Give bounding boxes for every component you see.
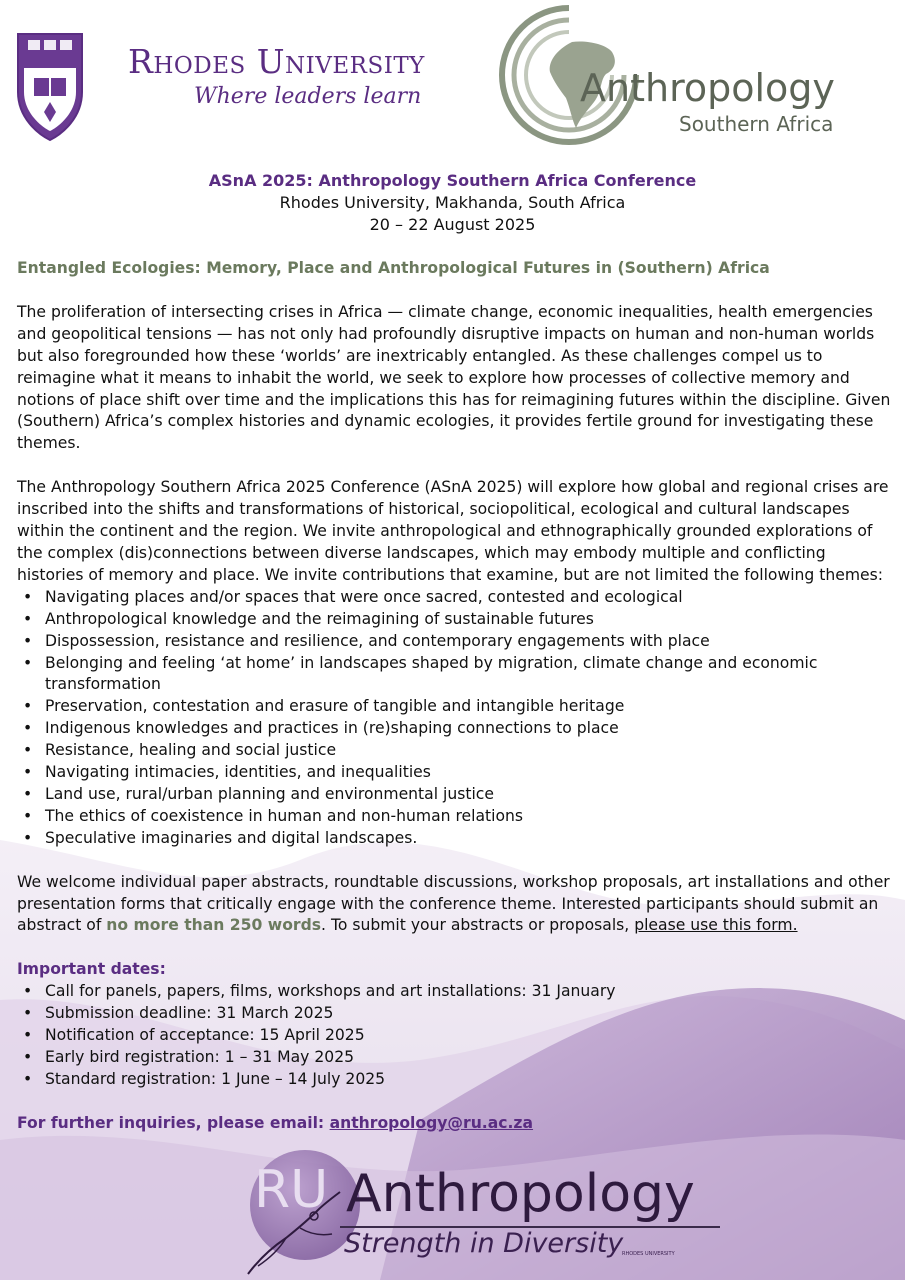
conference-location: Rhodes University, Makhanda, South Africa <box>279 193 626 212</box>
themes-list <box>17 587 892 850</box>
theme-title: Entangled Ecologies: Memory, Place and Anthropological Futures in (Southern) Africa <box>17 259 770 277</box>
theme-item: • Preservation, contestation and erasure of tangible and intangible heritage <box>17 696 892 718</box>
important-dates-list <box>17 981 892 1091</box>
theme-item: • Dispossession, resistance and resilience, and contemporary engagements with place <box>17 631 892 653</box>
theme-item: • Belonging and feeling ‘at home’ in landscapes shaped by migration, climate change and economic transformation <box>17 653 892 697</box>
intro-paragraph: The proliferation of intersecting crises in Africa — climate change, economic inequalities, health emergencies and geopolitical tensions — has not only had profoundly disruptive impacts on human and non-human worlds but also foregrounded how these ‘worlds’ are inextricably entangled. As these challenges compel us to reimagine what it means to inhabit the world, we seek to explore how processes of collective memory and notions of place shift over time and the implications this has for reimagining futures within the discipline. Given (Southern) Africa’s complex histories and dynamic ecologies, it provides fertile ground for investigating these themes. <box>17 302 891 453</box>
rhodes-university-name: Rhodes University <box>128 42 425 81</box>
theme-item: • Land use, rural/urban planning and environmental justice <box>17 784 892 806</box>
anthropology-southern-africa-logo <box>494 0 874 150</box>
call-for-papers-body <box>17 258 892 1135</box>
conference-dates: 20 – 22 August 2025 <box>369 215 536 234</box>
conference-title: ASnA 2025: Anthropology Southern Africa Conference <box>208 171 697 190</box>
date-item: • Early bird registration: 1 – 31 May 2025 <box>17 1047 892 1069</box>
footer-tagline: Strength in Diversity <box>344 1228 624 1259</box>
important-dates-heading: Important dates: <box>17 960 166 979</box>
conference-paragraph: The Anthropology Southern Africa 2025 Conference (ASnA 2025) will explore how global and regional crises are inscribed into the shifts and transformations of historical, sociopolitical, ecological and cultural landscapes within the continent and the region. We invite anthropological and ethnographically grounded explorations of the complex (dis)connections between diverse landscapes, which may embody multiple and conflicting histories of memory and place. We invite contributions that examine, but are not limited the following themes: <box>17 478 889 584</box>
southern-africa-wordmark: Southern Africa <box>679 112 834 136</box>
theme-item: • Indigenous knowledges and practices in (re)shaping connections to place <box>17 718 892 740</box>
theme-item: • Resistance, healing and social justice <box>17 740 892 762</box>
rhodes-crest-icon <box>16 30 84 142</box>
conference-heading <box>0 170 905 236</box>
date-item: • Call for panels, papers, films, workshops and art installations: 31 January <box>17 981 892 1003</box>
inquiries-label: For further inquiries, please email: <box>17 1113 330 1132</box>
date-item: • Standard registration: 1 June – 14 July 2025 <box>17 1069 892 1091</box>
word-limit: no more than 250 words <box>106 916 322 935</box>
dancer-figure-icon <box>240 1188 350 1280</box>
footer-rhodes-crest-label: RHODES UNIVERSITY <box>622 1251 675 1257</box>
submission-form-link[interactable]: please use this form. <box>634 916 798 935</box>
anthropology-wordmark: Anthropology <box>580 66 835 110</box>
ru-letters: RU <box>254 1160 329 1220</box>
submission-text-after: . To submit your abstracts or proposals, <box>321 916 635 935</box>
theme-item: • Speculative imaginaries and digital landscapes. <box>17 828 892 850</box>
date-item: • Notification of acceptance: 15 April 2025 <box>17 1025 892 1047</box>
ru-anthropology-footer-logo <box>240 1148 720 1280</box>
footer-anthropology-wordmark: Anthropology <box>346 1164 695 1224</box>
date-item: • Submission deadline: 31 March 2025 <box>17 1003 892 1025</box>
submission-paragraph <box>17 872 892 938</box>
submission-text: We welcome individual paper abstracts, roundtable discussions, workshop proposals, art installations and other presentation forms that critically engage with the conference theme. Interested participants should submit an abstract of <box>17 872 890 935</box>
theme-item: • Anthropological knowledge and the reimagining of sustainable futures <box>17 609 892 631</box>
inquiries-line <box>17 1113 892 1135</box>
theme-item: • Navigating intimacies, identities, and inequalities <box>17 762 892 784</box>
theme-item: • The ethics of coexistence in human and non-human relations <box>17 806 892 828</box>
theme-item: • Navigating places and/or spaces that were once sacred, contested and ecological <box>17 587 892 609</box>
inquiries-email-link[interactable]: anthropology@ru.ac.za <box>329 1113 534 1132</box>
rhodes-tagline: Where leaders learn <box>194 84 422 109</box>
rhodes-university-logo <box>16 28 471 146</box>
